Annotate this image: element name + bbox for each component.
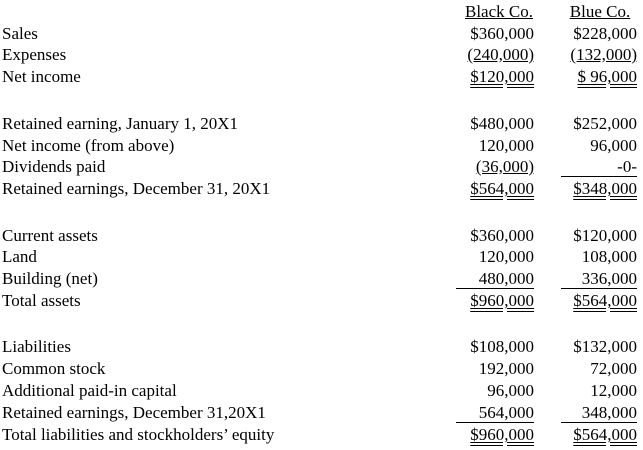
row-total-liabilities-equity <box>0 424 643 446</box>
label-building: Building (net) <box>2 269 98 288</box>
value-blue-liabilities: $132,000 <box>573 337 637 356</box>
label-land: Land <box>2 247 37 266</box>
value-blue-re-balance: 348,000 <box>561 403 637 423</box>
value-black-expenses: (240,000) <box>467 45 534 64</box>
row-re-begin <box>0 113 643 135</box>
value-black-total-assets: $960,000 <box>470 291 534 310</box>
value-blue-dividends: -0- <box>561 157 637 177</box>
value-black-total-liabilities-equity: $960,000 <box>470 425 534 444</box>
row-sales <box>0 23 643 45</box>
row-common-stock <box>0 358 643 380</box>
label-dividends: Dividends paid <box>2 157 106 176</box>
value-blue-expenses: (132,000) <box>570 45 637 64</box>
value-blue-common-stock: 72,000 <box>590 359 637 378</box>
value-black-re-end: $564,000 <box>470 179 534 198</box>
value-black-building-cell <box>456 268 534 290</box>
value-black-current-assets: $360,000 <box>470 226 534 245</box>
label-sales: Sales <box>2 24 38 43</box>
value-blue-apic: 12,000 <box>590 381 637 400</box>
value-black-building: 480,000 <box>456 269 534 289</box>
label-net-income: Net income <box>2 67 81 86</box>
value-black-re-net-income: 120,000 <box>478 136 534 155</box>
row-re-net-income <box>0 135 643 157</box>
label-total-assets: Total assets <box>2 291 81 310</box>
row-net-income <box>0 66 643 88</box>
label-expenses: Expenses <box>2 45 67 64</box>
value-black-net-income: $120,000 <box>470 67 534 86</box>
value-black-liabilities: $108,000 <box>470 337 534 356</box>
value-black-apic: 96,000 <box>487 381 534 400</box>
row-land <box>0 246 643 268</box>
value-blue-land: 108,000 <box>581 247 637 266</box>
value-blue-re-balance-cell <box>561 402 637 424</box>
row-building <box>0 268 643 290</box>
value-blue-dividends-cell <box>561 156 637 178</box>
value-blue-net-income: $ 96,000 <box>577 67 637 86</box>
row-expenses <box>0 44 643 66</box>
value-blue-re-begin: $252,000 <box>573 114 637 133</box>
label-liabilities: Liabilities <box>2 337 71 356</box>
label-current-assets: Current assets <box>2 226 98 245</box>
value-blue-re-net-income: 96,000 <box>590 136 637 155</box>
label-re-balance: Retained earnings, December 31,20X1 <box>2 403 266 422</box>
label-common-stock: Common stock <box>2 359 106 378</box>
row-re-end <box>0 178 643 200</box>
value-black-re-begin: $480,000 <box>470 114 534 133</box>
label-total-liabilities-equity: Total liabilities and stockholders’ equity <box>2 425 275 444</box>
value-blue-total-liabilities-equity: $564,000 <box>573 425 637 444</box>
header-black-co: Black Co. <box>465 2 533 21</box>
value-black-sales: $360,000 <box>470 24 534 43</box>
value-blue-building-cell <box>561 268 637 290</box>
row-apic <box>0 380 643 402</box>
value-blue-total-assets: $564,000 <box>573 291 637 310</box>
row-total-assets <box>0 290 643 312</box>
value-black-common-stock: 192,000 <box>478 359 534 378</box>
row-liabilities <box>0 336 643 358</box>
label-re-begin: Retained earning, January 1, 20X1 <box>2 114 239 133</box>
label-re-net-income: Net income (from above) <box>2 136 175 155</box>
header-blue-co: Blue Co. <box>569 2 631 21</box>
row-re-balance <box>0 402 643 424</box>
value-blue-sales: $228,000 <box>573 24 637 43</box>
value-blue-current-assets: $120,000 <box>573 226 637 245</box>
label-apic: Additional paid-in capital <box>2 381 177 400</box>
value-black-land: 120,000 <box>478 247 534 266</box>
row-current-assets <box>0 225 643 247</box>
label-re-end: Retained earnings, December 31, 20X1 <box>2 179 271 198</box>
value-blue-re-end: $348,000 <box>573 179 637 198</box>
value-blue-building: 336,000 <box>561 269 637 289</box>
row-dividends <box>0 156 643 178</box>
value-black-re-balance-cell <box>456 402 534 424</box>
column-header-row <box>0 1 643 23</box>
value-black-re-balance: 564,000 <box>456 403 534 423</box>
value-black-dividends: (36,000) <box>475 157 534 176</box>
